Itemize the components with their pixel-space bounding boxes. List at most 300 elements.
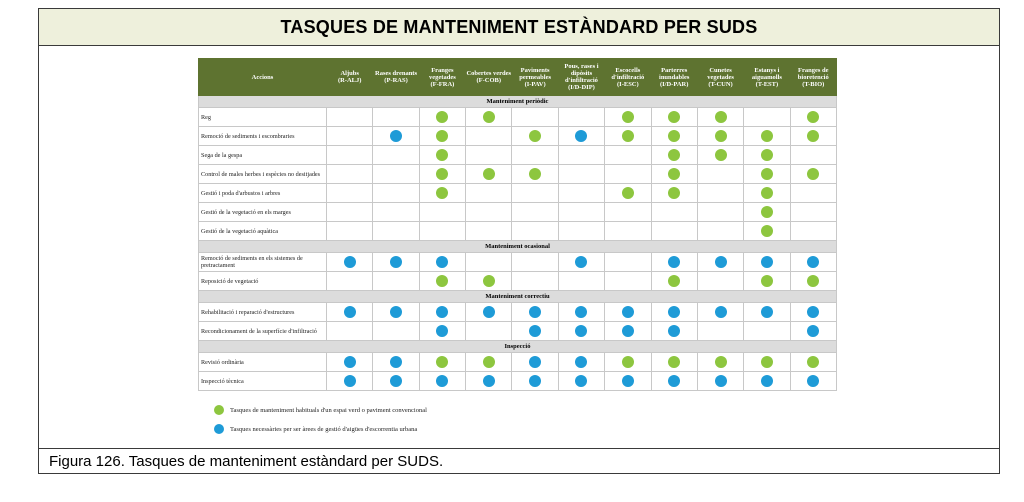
blue-dot-icon	[715, 375, 727, 387]
green-dot-icon	[436, 168, 448, 180]
table-cell	[651, 222, 697, 241]
table-cell	[419, 222, 465, 241]
blue-dot-icon	[807, 325, 819, 337]
section-row	[199, 96, 837, 108]
legend-item-green	[214, 405, 427, 415]
green-dot-icon	[214, 405, 224, 415]
column-label: Paviments permeables	[519, 66, 551, 81]
blue-dot-icon	[390, 130, 402, 142]
green-dot-icon	[436, 187, 448, 199]
column-code: (I/D-PAR)	[659, 80, 689, 88]
table-cell	[327, 222, 373, 241]
green-dot-icon	[761, 225, 773, 237]
green-dot-icon	[622, 130, 634, 142]
table-cell	[790, 303, 836, 322]
table-cell	[744, 146, 790, 165]
table-cell	[744, 272, 790, 291]
table-cell	[651, 108, 697, 127]
table-cell	[373, 303, 419, 322]
table-cell	[558, 184, 604, 203]
blue-dot-icon	[715, 306, 727, 318]
table-cell	[744, 165, 790, 184]
table-cell	[605, 372, 651, 391]
green-dot-icon	[715, 111, 727, 123]
blue-dot-icon	[483, 375, 495, 387]
table-cell	[790, 146, 836, 165]
blue-dot-icon	[390, 375, 402, 387]
green-dot-icon	[436, 149, 448, 161]
column-label: Franges vegetades	[429, 66, 456, 81]
column-label: Cunetes vegetades	[707, 66, 734, 81]
table-cell	[744, 303, 790, 322]
blue-dot-icon	[214, 424, 224, 434]
table-cell	[327, 253, 373, 272]
task-label: Reg	[199, 108, 327, 127]
table-cell	[651, 184, 697, 203]
table-row	[199, 127, 837, 146]
green-dot-icon	[668, 111, 680, 123]
table-cell	[466, 146, 512, 165]
table-cell	[605, 184, 651, 203]
column-label: Franges de bioretenció	[797, 66, 829, 81]
table-cell	[466, 222, 512, 241]
column-header	[512, 59, 558, 96]
table-cell	[605, 127, 651, 146]
table-cell	[373, 253, 419, 272]
column-code: (R-ALJ)	[337, 77, 362, 84]
table-row	[199, 303, 837, 322]
table-cell	[512, 108, 558, 127]
green-dot-icon	[668, 275, 680, 287]
table-cell	[419, 303, 465, 322]
blue-dot-icon	[761, 306, 773, 318]
section-row	[199, 291, 837, 303]
column-header	[605, 59, 651, 96]
table-cell	[744, 322, 790, 341]
green-dot-icon	[807, 130, 819, 142]
green-dot-icon	[622, 111, 634, 123]
section-row	[199, 241, 837, 253]
legend-text-green: Tasques de manteniment habituals d'un espai verd o paviment convencional	[230, 406, 427, 414]
table-cell	[558, 322, 604, 341]
blue-dot-icon	[668, 325, 680, 337]
blue-dot-icon	[622, 375, 634, 387]
table-row	[199, 165, 837, 184]
table-cell	[466, 322, 512, 341]
green-dot-icon	[807, 275, 819, 287]
table-cell	[790, 353, 836, 372]
column-code: (I/D-DIP)	[568, 84, 595, 91]
column-header	[199, 59, 327, 96]
table-cell	[327, 203, 373, 222]
table-cell	[605, 353, 651, 372]
blue-dot-icon	[390, 256, 402, 268]
table-cell	[744, 253, 790, 272]
table-cell	[558, 222, 604, 241]
table-row	[199, 253, 837, 272]
table-cell	[790, 272, 836, 291]
table-cell	[419, 253, 465, 272]
table-cell	[512, 272, 558, 291]
table-cell	[419, 372, 465, 391]
blue-dot-icon	[761, 375, 773, 387]
column-code: (T-EST)	[755, 80, 779, 88]
table-cell	[790, 165, 836, 184]
green-dot-icon	[436, 111, 448, 123]
table-row	[199, 322, 837, 341]
table-cell	[512, 203, 558, 222]
table-cell	[373, 322, 419, 341]
green-dot-icon	[761, 356, 773, 368]
table-cell	[327, 146, 373, 165]
green-dot-icon	[668, 130, 680, 142]
table-cell	[605, 203, 651, 222]
column-code: (F-COB)	[476, 77, 502, 84]
table-cell	[744, 108, 790, 127]
title-bar	[39, 9, 999, 46]
column-code: (T-CUN)	[708, 80, 733, 88]
task-label: Remoció de sediments en els sistemes de pretractament	[199, 253, 327, 272]
table-row	[199, 222, 837, 241]
table-cell	[605, 322, 651, 341]
section-row	[199, 341, 837, 353]
table-cell	[373, 353, 419, 372]
table-cell	[605, 303, 651, 322]
blue-dot-icon	[529, 306, 541, 318]
column-label: Parterres inundables	[659, 66, 690, 81]
table-cell	[744, 127, 790, 146]
table-cell	[605, 108, 651, 127]
blue-dot-icon	[529, 356, 541, 368]
blue-dot-icon	[761, 256, 773, 268]
table-cell	[697, 108, 743, 127]
table-cell	[651, 353, 697, 372]
section-title: Inspecció	[199, 341, 837, 353]
task-label: Gestió de la vegetació aquàtica	[199, 222, 327, 241]
table-cell	[697, 184, 743, 203]
table-cell	[512, 184, 558, 203]
blue-dot-icon	[668, 375, 680, 387]
table-cell	[558, 372, 604, 391]
task-label: Rehabilitació i reparació d'estructures	[199, 303, 327, 322]
green-dot-icon	[668, 187, 680, 199]
table-cell	[651, 127, 697, 146]
column-label: Accions	[251, 73, 274, 81]
table-cell	[373, 184, 419, 203]
table-cell	[466, 203, 512, 222]
table-cell	[790, 222, 836, 241]
table-cell	[697, 222, 743, 241]
table-cell	[327, 184, 373, 203]
table-row	[199, 372, 837, 391]
table-cell	[558, 108, 604, 127]
blue-dot-icon	[668, 306, 680, 318]
green-dot-icon	[529, 130, 541, 142]
green-dot-icon	[715, 130, 727, 142]
blue-dot-icon	[529, 375, 541, 387]
blue-dot-icon	[344, 356, 356, 368]
green-dot-icon	[668, 356, 680, 368]
column-header	[697, 59, 743, 96]
table-cell	[327, 272, 373, 291]
table-cell	[790, 372, 836, 391]
blue-dot-icon	[668, 256, 680, 268]
table-cell	[697, 322, 743, 341]
table-cell	[373, 372, 419, 391]
table-cell	[605, 253, 651, 272]
column-label: Pous, rases i dipòsits d'infiltració	[564, 63, 599, 84]
green-dot-icon	[761, 187, 773, 199]
task-label: Gestió i poda d'arbustos i arbres	[199, 184, 327, 203]
blue-dot-icon	[575, 306, 587, 318]
green-dot-icon	[807, 168, 819, 180]
table-cell	[605, 146, 651, 165]
blue-dot-icon	[575, 325, 587, 337]
green-dot-icon	[483, 168, 495, 180]
blue-dot-icon	[807, 256, 819, 268]
table-cell	[651, 146, 697, 165]
legend-text-blue: Tasques necessàries per ser àrees de gestió d'aigües d'escorrentia urbana	[230, 425, 418, 433]
table-cell	[605, 222, 651, 241]
table-cell	[466, 253, 512, 272]
task-label: Recondicionament de la superfície d'infiltració	[199, 322, 327, 341]
maintenance-table	[198, 58, 837, 391]
table-cell	[651, 272, 697, 291]
table-cell	[512, 353, 558, 372]
task-label: Control de males herbes i espècies no desitjades	[199, 165, 327, 184]
table-cell	[651, 165, 697, 184]
table-cell	[605, 272, 651, 291]
blue-dot-icon	[807, 375, 819, 387]
table-cell	[558, 253, 604, 272]
blue-dot-icon	[436, 375, 448, 387]
blue-dot-icon	[575, 256, 587, 268]
green-dot-icon	[483, 275, 495, 287]
green-dot-icon	[761, 130, 773, 142]
section-title: Manteniment ocasional	[199, 241, 837, 253]
table-cell	[373, 272, 419, 291]
table-row	[199, 108, 837, 127]
blue-dot-icon	[390, 356, 402, 368]
table-cell	[558, 165, 604, 184]
task-label: Revisió ordinària	[199, 353, 327, 372]
table-cell	[373, 146, 419, 165]
table-cell	[419, 127, 465, 146]
table-cell	[373, 127, 419, 146]
table-cell	[373, 222, 419, 241]
table-cell	[327, 127, 373, 146]
section-title: Manteniment correctiu	[199, 291, 837, 303]
table-cell	[697, 372, 743, 391]
column-header	[466, 59, 512, 96]
table-cell	[605, 165, 651, 184]
table-cell	[512, 146, 558, 165]
table-row	[199, 146, 837, 165]
table-cell	[466, 372, 512, 391]
table-cell	[466, 127, 512, 146]
green-dot-icon	[529, 168, 541, 180]
table-cell	[419, 322, 465, 341]
table-cell	[373, 165, 419, 184]
table-cell	[327, 372, 373, 391]
blue-dot-icon	[344, 256, 356, 268]
table-cell	[512, 127, 558, 146]
table-cell	[327, 303, 373, 322]
blue-dot-icon	[807, 306, 819, 318]
legend-item-blue	[214, 424, 417, 434]
column-label: Escocells d'infiltració	[611, 66, 645, 81]
green-dot-icon	[436, 356, 448, 368]
table-cell	[419, 272, 465, 291]
table-cell	[466, 353, 512, 372]
column-code: (T-BIO)	[802, 80, 825, 88]
table-row	[199, 184, 837, 203]
table-cell	[466, 108, 512, 127]
table-cell	[790, 127, 836, 146]
green-dot-icon	[715, 149, 727, 161]
green-dot-icon	[622, 187, 634, 199]
table-row	[199, 353, 837, 372]
table-cell	[744, 353, 790, 372]
green-dot-icon	[807, 111, 819, 123]
table-cell	[790, 203, 836, 222]
table-cell	[558, 353, 604, 372]
table-cell	[790, 184, 836, 203]
table-cell	[419, 203, 465, 222]
column-header	[651, 59, 697, 96]
table-cell	[419, 108, 465, 127]
column-label: Cobertes verdes	[466, 70, 512, 77]
table-cell	[327, 165, 373, 184]
section-title: Manteniment periòdic	[199, 96, 837, 108]
table-cell	[512, 372, 558, 391]
table-cell	[651, 203, 697, 222]
blue-dot-icon	[622, 325, 634, 337]
table-cell	[558, 203, 604, 222]
table-cell	[558, 303, 604, 322]
blue-dot-icon	[575, 130, 587, 142]
task-label: Remoció de sediments i escombraries	[199, 127, 327, 146]
table-cell	[327, 353, 373, 372]
table-cell	[466, 303, 512, 322]
table-cell	[327, 322, 373, 341]
table-cell	[744, 222, 790, 241]
green-dot-icon	[807, 356, 819, 368]
table-cell	[651, 372, 697, 391]
task-label: Reposició de vegetació	[199, 272, 327, 291]
header-row	[199, 59, 837, 96]
green-dot-icon	[668, 149, 680, 161]
figure-title: TASQUES DE MANTENIMENT ESTÀNDARD PER SUDS	[280, 16, 758, 37]
table-cell	[558, 146, 604, 165]
green-dot-icon	[761, 206, 773, 218]
table-cell	[697, 165, 743, 184]
table-cell	[744, 372, 790, 391]
blue-dot-icon	[622, 306, 634, 318]
table-cell	[512, 253, 558, 272]
green-dot-icon	[622, 356, 634, 368]
blue-dot-icon	[436, 325, 448, 337]
task-label: Inspecció tècnica	[199, 372, 327, 391]
blue-dot-icon	[483, 306, 495, 318]
blue-dot-icon	[575, 356, 587, 368]
table-cell	[558, 272, 604, 291]
table-cell	[373, 203, 419, 222]
column-label: Rases drenants	[375, 70, 418, 77]
table-cell	[512, 322, 558, 341]
table-cell	[790, 322, 836, 341]
column-header	[373, 59, 419, 96]
green-dot-icon	[436, 130, 448, 142]
caption-bar	[39, 448, 999, 473]
blue-dot-icon	[529, 325, 541, 337]
green-dot-icon	[715, 356, 727, 368]
column-header	[790, 59, 836, 96]
figure-caption: Figura 126. Tasques de manteniment estàndard per SUDS.	[49, 452, 444, 470]
green-dot-icon	[668, 168, 680, 180]
green-dot-icon	[483, 111, 495, 123]
table-cell	[697, 203, 743, 222]
table-cell	[419, 184, 465, 203]
table-cell	[790, 108, 836, 127]
green-dot-icon	[483, 356, 495, 368]
table-cell	[419, 146, 465, 165]
table-cell	[651, 322, 697, 341]
table-cell	[466, 165, 512, 184]
column-code: (I-PAV)	[524, 80, 546, 88]
green-dot-icon	[761, 168, 773, 180]
green-dot-icon	[761, 275, 773, 287]
task-label: Sega de la gespa	[199, 146, 327, 165]
task-label: Gestió de la vegetació en els marges	[199, 203, 327, 222]
blue-dot-icon	[344, 306, 356, 318]
table-cell	[744, 184, 790, 203]
table-row	[199, 203, 837, 222]
table-cell	[419, 165, 465, 184]
blue-dot-icon	[344, 375, 356, 387]
table-cell	[512, 165, 558, 184]
blue-dot-icon	[715, 256, 727, 268]
table-cell	[790, 253, 836, 272]
table-cell	[651, 303, 697, 322]
column-header	[419, 59, 465, 96]
table-cell	[327, 108, 373, 127]
blue-dot-icon	[575, 375, 587, 387]
table-cell	[697, 253, 743, 272]
table-cell	[512, 222, 558, 241]
table-cell	[512, 303, 558, 322]
table-cell	[697, 146, 743, 165]
column-label: Aljubs	[340, 70, 359, 77]
column-code: (F-FRA)	[430, 80, 455, 88]
column-header	[558, 59, 604, 96]
table-row	[199, 272, 837, 291]
table-cell	[558, 127, 604, 146]
green-dot-icon	[436, 275, 448, 287]
table-cell	[697, 127, 743, 146]
table-cell	[373, 108, 419, 127]
column-label: Estanys i aiguamolls	[751, 66, 782, 81]
table-cell	[744, 203, 790, 222]
blue-dot-icon	[436, 256, 448, 268]
table-cell	[697, 303, 743, 322]
table-cell	[466, 272, 512, 291]
table-cell	[697, 353, 743, 372]
column-header	[327, 59, 373, 96]
column-header	[744, 59, 790, 96]
blue-dot-icon	[390, 306, 402, 318]
blue-dot-icon	[436, 306, 448, 318]
